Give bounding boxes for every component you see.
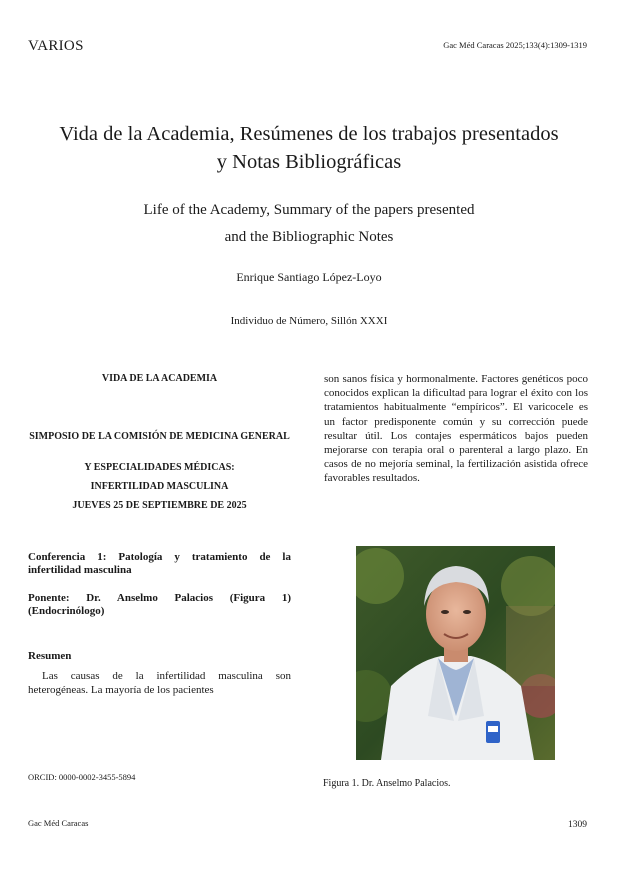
footer-journal: Gac Méd Caracas [28,818,89,828]
section-label: VARIOS [28,38,84,54]
title-en-line-1: Life of the Academy, Summary of the papers presented [143,202,475,218]
symposium-date: JUEVES 25 DE SEPTIEMBRE DE 2025 [72,500,247,511]
title-es-line-2: y Notas Bibliográficas [216,151,402,173]
abstract-continuation: son sanos física y hormonalmente. Factores genéticos poco conocidos explican la dificultad para lograr el éxito con los tratamientos habitualmente “empíricos”. El varicocele es un factor predisponente común y su corrección puede resultar útil. Los contajes espermáticos bajos pueden mejorarse con terapia oral o parenteral a largo plazo. En casos de no mejoría seminal, la fertilización asistida ofrece favorables resultados. [324,373,588,485]
symposium-title-line-1: SIMPOSIO DE LA COMISIÓN DE MEDICINA GENERAL [29,431,290,442]
journal-citation: Gac Méd Caracas 2025;133(4):1309-1319 [443,40,587,50]
abstract-text: Las causas de la infertilidad masculina son heterogéneas. La mayoría de los pacientes [28,670,291,696]
title-es-line-1: Vida de la Academia, Resúmenes de los trabajos presentados [59,123,559,145]
figure-caption: Figura 1. Dr. Anselmo Palacios. [323,778,451,789]
symposium-title-line-2: Y ESPECIALIDADES MÉDICAS: [84,462,235,473]
article-title-spanish [20,120,598,176]
abstract-heading: Resumen [28,650,72,662]
author-affiliation: Individuo de Número, Sillón XXXI [230,315,388,327]
orcid-id: ORCID: 0000-0002-3455-5894 [28,772,136,782]
author-name: Enrique Santiago López-Loyo [236,270,382,284]
section-heading: VIDA DE LA ACADEMIA [101,373,218,384]
article-title-english [20,197,598,251]
speaker-line: Ponente: Dr. Anselmo Palacios (Figura 1) (Endocrinólogo) [28,592,291,617]
conference-title: Conferencia 1: Patología y tratamiento de la infertilidad masculina [28,551,291,576]
speaker-photo [356,546,555,760]
page-number: 1309 [568,820,587,830]
title-en-line-2: and the Bibliographic Notes [224,229,394,245]
symposium-title-line-3: INFERTILIDAD MASCULINA [90,481,229,492]
